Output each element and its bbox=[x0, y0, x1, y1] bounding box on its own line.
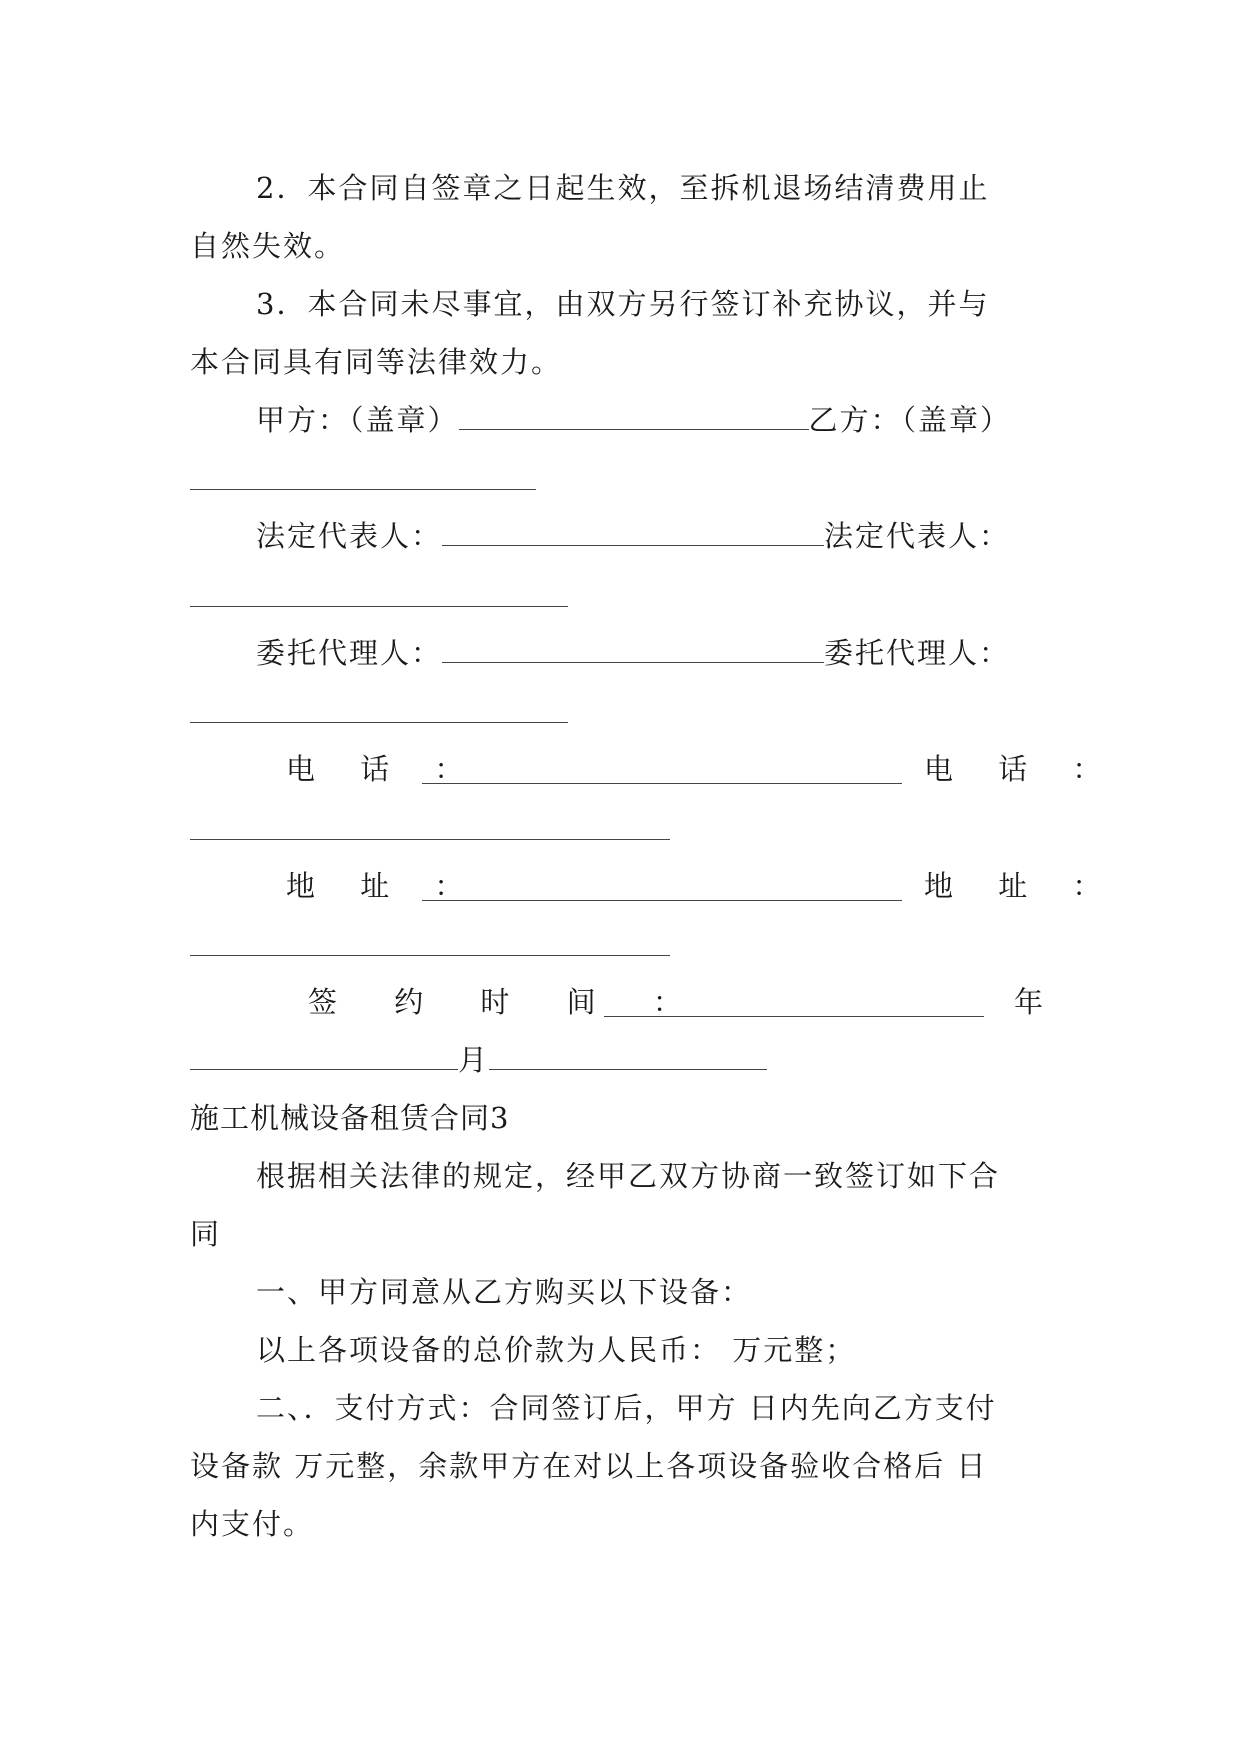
year-label: 年 bbox=[1014, 985, 1046, 1019]
sign-time-row bbox=[190, 982, 1050, 1022]
sign-time-year-blank[interactable] bbox=[604, 988, 984, 1017]
legal-rep-b-blank[interactable] bbox=[190, 605, 568, 607]
sign-time-month-blank[interactable] bbox=[190, 1041, 458, 1070]
contract-3-item-1: 一、甲方同意从乙方购买以下设备： bbox=[256, 1275, 753, 1309]
agent-b-label: 委托代理人： bbox=[824, 636, 1011, 670]
seal-row bbox=[190, 400, 1050, 440]
address-b-blank[interactable] bbox=[190, 954, 670, 956]
legal-rep-a-blank[interactable] bbox=[442, 517, 824, 546]
agent-a-blank[interactable] bbox=[442, 634, 824, 663]
party-a-seal-blank[interactable] bbox=[459, 401, 809, 430]
clause-2-line-1: 2．本合同自签章之日起生效，至拆机退场结清费用止 bbox=[256, 171, 990, 205]
sign-time-day-blank[interactable] bbox=[489, 1041, 767, 1070]
phone-b-label: 电 话 ： bbox=[924, 752, 1120, 786]
phone-b-blank[interactable] bbox=[190, 838, 670, 840]
address-a-label: 地 址 ： bbox=[286, 869, 482, 903]
sign-time-row-2 bbox=[190, 1040, 1050, 1080]
party-a-seal-label: 甲方：（盖章） bbox=[256, 403, 459, 437]
contract-3-payment-line-1: 二、．支付方式：合同签订后，甲方 日内先向乙方支付 bbox=[256, 1391, 997, 1425]
agent-a-label: 委托代理人： bbox=[256, 636, 443, 670]
clause-3-line-1: 3．本合同未尽事宜，由双方另行签订补充协议，并与 bbox=[256, 287, 990, 321]
agent-b-blank[interactable] bbox=[190, 721, 568, 723]
clause-3-line-2: 本合同具有同等法律效力。 bbox=[190, 345, 563, 379]
legal-rep-a-label: 法定代表人： bbox=[256, 519, 443, 553]
month-label: 月 bbox=[458, 1043, 490, 1077]
party-b-seal-label: 乙方：（盖章） bbox=[808, 403, 1012, 437]
contract-3-total: 以上各项设备的总价款为人民币： 万元整； bbox=[256, 1333, 857, 1367]
contract-3-intro-line-1: 根据相关法律的规定，经甲乙双方协商一致签订如下合 bbox=[256, 1159, 1001, 1193]
phone-a-label: 电 话 ： bbox=[286, 752, 482, 786]
address-b-label: 地 址 ： bbox=[924, 869, 1120, 903]
contract-3-intro-line-2: 同 bbox=[190, 1217, 222, 1251]
phone-a-blank[interactable] bbox=[422, 755, 902, 784]
contract-3-payment-line-2: 设备款 万元整，余款甲方在对以上各项设备验收合格后 日 bbox=[190, 1449, 988, 1483]
address-row bbox=[190, 866, 1120, 906]
legal-rep-row bbox=[190, 516, 1050, 556]
contract-3-payment-line-3: 内支付。 bbox=[190, 1507, 315, 1541]
legal-rep-b-label: 法定代表人： bbox=[824, 519, 1011, 553]
contract-3-title: 施工机械设备租赁合同3 bbox=[190, 1101, 510, 1135]
phone-row bbox=[190, 749, 1120, 789]
sign-time-label: 签 约 时 间 ： bbox=[308, 985, 706, 1019]
clause-2-line-2: 自然失效。 bbox=[190, 229, 346, 263]
party-b-seal-blank[interactable] bbox=[190, 488, 536, 490]
address-a-blank[interactable] bbox=[422, 872, 902, 901]
agent-row bbox=[190, 633, 1050, 673]
